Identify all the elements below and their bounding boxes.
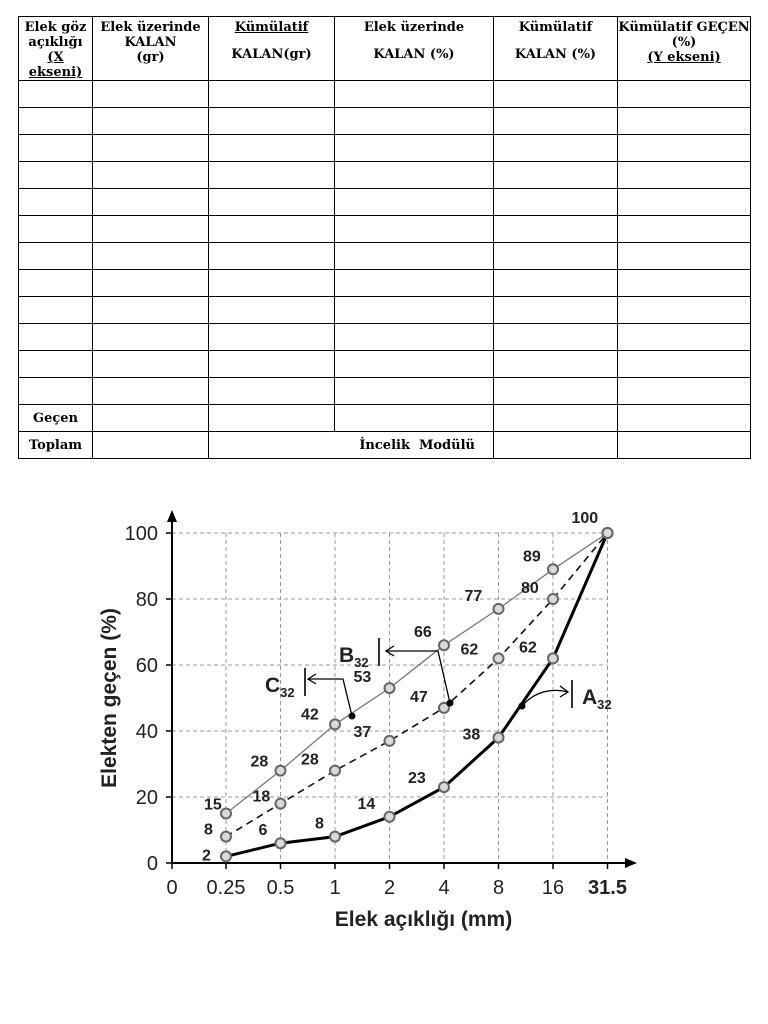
table-cell[interactable] (19, 81, 93, 108)
column-header-line: KALAN(gr) (231, 47, 312, 62)
column-header-line: açıklığı (28, 35, 83, 50)
y-tick-label: 20 (135, 787, 158, 809)
table-cell[interactable] (618, 324, 751, 351)
column-header-line (494, 35, 617, 47)
data-label-B32: 28 (301, 751, 319, 769)
data-point-B32 (385, 736, 395, 746)
table-cell[interactable] (494, 162, 618, 189)
data-label-A32: 8 (315, 815, 324, 833)
incelik-modulu-label: İncelik Modülü (209, 432, 494, 459)
column-header-line: Kümülatif (234, 20, 309, 35)
table-cell[interactable] (494, 351, 618, 378)
table-cell[interactable] (93, 216, 209, 243)
table-cell[interactable] (618, 216, 751, 243)
table-cell[interactable] (19, 189, 93, 216)
data-point-A32 (494, 733, 504, 743)
table-cell[interactable] (209, 297, 335, 324)
table-cell[interactable] (335, 189, 494, 216)
table-cell[interactable] (335, 378, 494, 405)
table-cell[interactable] (335, 270, 494, 297)
table-cell[interactable] (209, 405, 335, 432)
table-cell[interactable] (209, 81, 335, 108)
table-cell[interactable] (618, 432, 751, 459)
x-tick-label: 4 (438, 877, 450, 899)
table-cell[interactable] (19, 108, 93, 135)
table-cell[interactable] (618, 270, 751, 297)
table-cell[interactable] (19, 297, 93, 324)
table-row (19, 324, 751, 351)
column-header-6 (618, 17, 751, 81)
column-header-line: (gr) (136, 50, 165, 65)
series-label-base: B (339, 644, 355, 667)
table-cell[interactable] (93, 81, 209, 108)
column-header-line (335, 35, 493, 47)
table-body (19, 81, 751, 459)
column-header-line: Kümülatif (518, 20, 593, 35)
table-row (19, 189, 751, 216)
table-cell[interactable] (335, 351, 494, 378)
table-cell[interactable] (209, 270, 335, 297)
data-label-B32: 80 (521, 580, 539, 597)
data-label-B32: 8 (204, 821, 213, 839)
series-label-C32 (265, 674, 295, 700)
table-cell[interactable] (209, 378, 335, 405)
gecen-row (19, 405, 751, 432)
table-row (19, 378, 751, 405)
data-point-A32 (330, 832, 340, 842)
data-label-C32: 42 (301, 706, 319, 724)
column-header-4 (335, 17, 494, 81)
table-cell[interactable] (618, 405, 751, 432)
column-header-line: KALAN (%) (514, 47, 597, 62)
column-header-line: KALAN (124, 35, 177, 50)
table-cell[interactable] (494, 297, 618, 324)
gecen-label: Geçen (19, 405, 93, 432)
table-cell[interactable] (494, 270, 618, 297)
table-cell[interactable] (93, 270, 209, 297)
y-axis-arrow (167, 510, 177, 522)
table-cell[interactable] (494, 216, 618, 243)
y-tick-label: 60 (135, 655, 158, 677)
table-cell[interactable] (93, 135, 209, 162)
table-cell[interactable] (19, 351, 93, 378)
table-cell[interactable] (93, 162, 209, 189)
y-axis-label: Elekten geçen (%) (98, 608, 121, 788)
data-label-A32: 6 (258, 822, 268, 840)
column-header-line: Elek üzerinde (363, 20, 465, 35)
toplam-value-cell[interactable] (93, 432, 209, 459)
series-label-sub: 32 (597, 697, 612, 712)
table-cell[interactable] (209, 135, 335, 162)
data-label-C32: 77 (464, 587, 483, 605)
x-tick-label: 0 (166, 877, 178, 899)
column-header-line: KALAN (%) (373, 47, 455, 62)
data-label-C32: 15 (204, 796, 222, 814)
data-label-B32: 18 (252, 788, 271, 806)
toplam-label: Toplam (19, 432, 93, 459)
data-label-C32: 28 (250, 753, 269, 771)
table-cell[interactable] (335, 216, 494, 243)
table-cell[interactable] (618, 108, 751, 135)
data-point-B32 (494, 653, 504, 663)
data-point-A32 (276, 838, 286, 848)
data-point-A32 (548, 653, 558, 663)
data-point-B32 (330, 766, 340, 776)
table-cell[interactable] (494, 108, 618, 135)
table-cell[interactable] (209, 243, 335, 270)
data-label-B32: 47 (410, 688, 428, 706)
data-point-A32 (385, 812, 395, 822)
table-cell[interactable] (335, 135, 494, 162)
incelik-modulu-cell[interactable] (494, 432, 618, 459)
table-row (19, 108, 751, 135)
data-point-B32 (221, 832, 231, 842)
y-tick-label: 100 (124, 523, 158, 545)
series-label-base: C (265, 674, 281, 697)
data-label-A32: 62 (519, 639, 537, 657)
table-cell[interactable] (19, 216, 93, 243)
table-cell[interactable] (209, 189, 335, 216)
data-label-A32: 23 (408, 770, 426, 788)
table-cell[interactable] (494, 135, 618, 162)
table-row (19, 270, 751, 297)
table-row (19, 216, 751, 243)
table-cell[interactable] (494, 81, 618, 108)
data-label-A32: 2 (202, 847, 211, 865)
sieve-table (18, 16, 751, 459)
x-tick-label: 31.5 (588, 877, 627, 899)
series-label-base: A (582, 686, 598, 709)
column-header-line: Elek göz (24, 20, 87, 35)
table-cell[interactable] (209, 162, 335, 189)
data-point-A32 (439, 782, 449, 792)
table-row (19, 162, 751, 189)
table-cell[interactable] (618, 189, 751, 216)
data-point-C32 (221, 809, 231, 819)
table-cell[interactable] (335, 297, 494, 324)
column-header-3 (209, 17, 335, 81)
table-row (19, 135, 751, 162)
series-label-sub: 32 (354, 655, 369, 670)
table-cell[interactable] (93, 324, 209, 351)
table-cell[interactable] (93, 405, 209, 432)
table-cell[interactable] (335, 81, 494, 108)
gradation-chart (90, 496, 650, 946)
table-cell[interactable] (93, 243, 209, 270)
x-tick-label: 0.5 (266, 877, 295, 899)
column-header-line: (X ekseni) (28, 50, 83, 80)
table-cell[interactable] (335, 324, 494, 351)
data-label-C32: 100 (571, 510, 599, 527)
table-cell[interactable] (618, 378, 751, 405)
table-cell[interactable] (494, 324, 618, 351)
table-cell[interactable] (618, 162, 751, 189)
data-point-C32 (548, 564, 558, 574)
table-cell[interactable] (618, 243, 751, 270)
data-point-A32 (221, 851, 231, 861)
table-cell[interactable] (335, 405, 494, 432)
data-point-C32 (330, 719, 340, 729)
table-cell[interactable] (494, 243, 618, 270)
table-cell[interactable] (93, 108, 209, 135)
column-header-2 (93, 17, 209, 81)
x-axis-label: Elek açıklığı (mm) (334, 908, 513, 931)
data-label-C32: 53 (353, 669, 372, 687)
sieve-analysis-sheet (18, 16, 750, 459)
table-cell[interactable] (19, 270, 93, 297)
table-cell[interactable] (19, 324, 93, 351)
column-header-line: (%) (671, 35, 697, 50)
data-label-C32: 66 (414, 624, 432, 642)
column-header-line: Elek üzerinde (100, 20, 201, 35)
column-header-line: (Y ekseni) (647, 50, 721, 65)
table-cell[interactable] (93, 189, 209, 216)
y-tick-label: 80 (135, 589, 158, 611)
column-header-line (209, 35, 334, 47)
table-cell[interactable] (93, 378, 209, 405)
x-tick-label: 16 (541, 877, 565, 899)
table-cell[interactable] (209, 108, 335, 135)
data-label-B32: 37 (353, 723, 372, 741)
data-point-B32 (548, 594, 558, 604)
data-point-A32 (603, 528, 613, 538)
table-cell[interactable] (618, 81, 751, 108)
data-point-C32 (276, 766, 286, 776)
table-cell[interactable] (335, 243, 494, 270)
x-tick-label: 8 (492, 877, 505, 899)
column-header-1 (19, 17, 93, 81)
table-cell[interactable] (494, 405, 618, 432)
table-row (19, 81, 751, 108)
table-cell[interactable] (209, 351, 335, 378)
data-point-C32 (439, 640, 449, 650)
data-point-C32 (494, 604, 504, 614)
data-point-C32 (385, 683, 395, 693)
toplam-row (19, 432, 751, 459)
data-point-B32 (276, 799, 286, 809)
header-row (19, 17, 751, 81)
x-tick-label: 1 (329, 877, 341, 899)
series-label-sub: 32 (280, 685, 295, 700)
table-cell[interactable] (618, 135, 751, 162)
table-cell[interactable] (93, 297, 209, 324)
table-row (19, 297, 751, 324)
table-cell[interactable] (19, 378, 93, 405)
table-cell[interactable] (335, 108, 494, 135)
y-tick-label: 0 (146, 853, 158, 875)
table-row (19, 351, 751, 378)
table-cell[interactable] (494, 189, 618, 216)
x-tick-label: 0.25 (206, 877, 246, 899)
table-cell[interactable] (19, 135, 93, 162)
data-label-C32: 89 (523, 548, 541, 566)
table-cell[interactable] (209, 324, 335, 351)
table-cell[interactable] (93, 351, 209, 378)
table-cell[interactable] (19, 162, 93, 189)
table-cell[interactable] (209, 216, 335, 243)
series-label-B32 (339, 644, 369, 670)
table-cell[interactable] (494, 378, 618, 405)
table-cell[interactable] (618, 351, 751, 378)
table-cell[interactable] (19, 243, 93, 270)
y-tick-label: 40 (135, 721, 158, 743)
column-header-5 (494, 17, 618, 81)
data-label-B32: 62 (460, 641, 479, 659)
table-row (19, 243, 751, 270)
column-header-line: Kümülatif GEÇEN (618, 20, 750, 35)
data-label-A32: 38 (462, 726, 481, 744)
x-axis-arrow (625, 858, 637, 868)
data-label-A32: 14 (357, 795, 376, 813)
table-cell[interactable] (335, 162, 494, 189)
table-cell[interactable] (618, 297, 751, 324)
gradation-chart-svg (90, 496, 650, 946)
x-tick-label: 2 (383, 877, 396, 899)
